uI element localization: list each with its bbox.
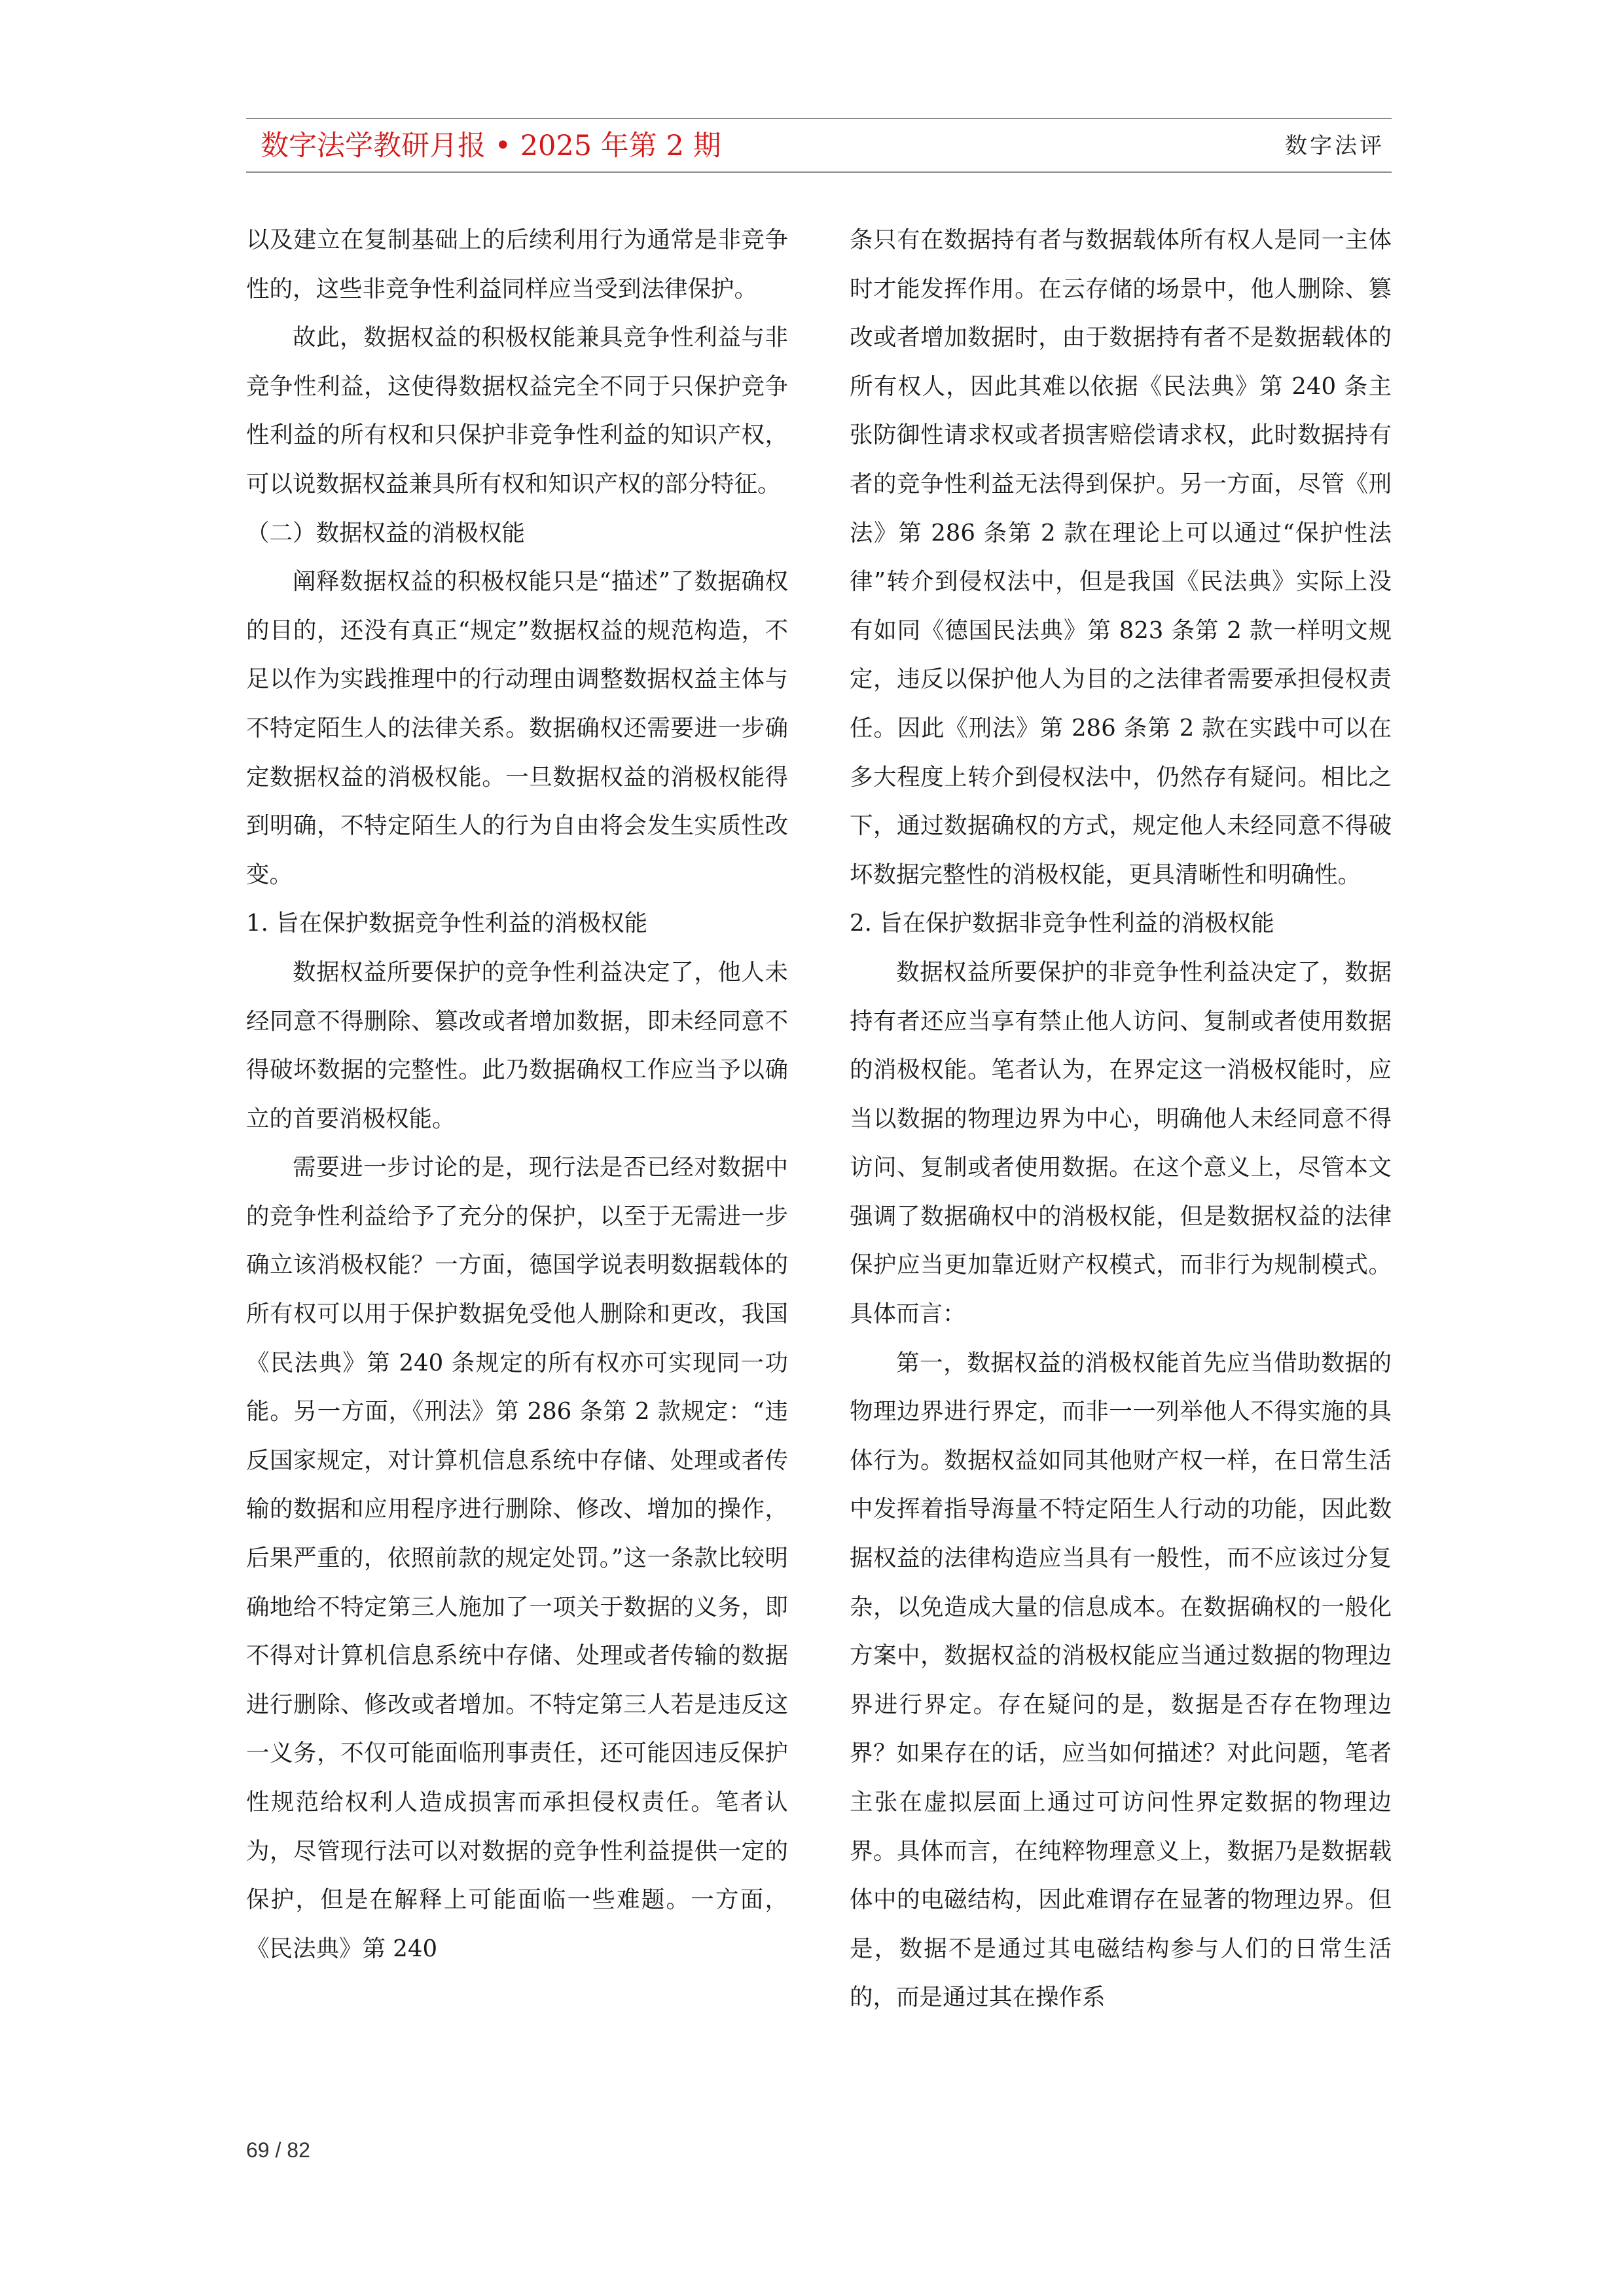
journal-title: 数字法学教研月报 • 2025 年第 2 期 bbox=[261, 130, 721, 162]
paragraph: 第一，数据权益的消极权能首先应当借助数据的物理边界进行界定，而非一一列举他人不得实施的具体行为。数据权益如同其他财产权一样，在日常生活中发挥着指导海量不特定陌生人行动的功能，因此数据权益的法律构造应当具有一般性，而不应该过分复杂，以免造成大量的信息成本。在数据确权的一般化方案中，数据权益的消极权能应当通过数据的物理边界进行界定。存在疑问的是，数据是否存在物理边界？如果存在的话，应当如何描述？对此问题，笔者主张在虚拟层面上通过可访问性界定数据的物理边界。具体而言，在纯粹物理意义上，数据乃是数据载体中的电磁结构，因此难谓存在显著的物理边界。但是，数据不是通过其电磁结构参与人们的日常生活的，而是通过其在操作系 bbox=[850, 1349, 1392, 2011]
section-heading: （二）数据权益的消极权能 bbox=[246, 519, 526, 547]
subsection-heading: 1. 旨在保护数据竞争性利益的消极权能 bbox=[246, 910, 648, 937]
page-number: 69 / 82 bbox=[246, 2138, 310, 2162]
right-column bbox=[850, 216, 1392, 2022]
subsection-heading: 2. 旨在保护数据非竞争性利益的消极权能 bbox=[850, 910, 1274, 937]
paragraph: 阐释数据权益的积极权能只是“描述”了数据确权的目的，还没有真正“规定”数据权益的规范构造，不足以作为实践推理中的行动理由调整数据权益主体与不特定陌生人的法律关系。数据确权还需要进一步确定数据权益的消极权能。一旦数据权益的消极权能得到明确，不特定陌生人的行为自由将会发生实质性改变。 bbox=[246, 568, 788, 888]
paragraph: 需要进一步讨论的是，现行法是否已经对数据中的竞争性利益给予了充分的保护，以至于无需进一步确立该消极权能？一方面，德国学说表明数据载体的所有权可以用于保护数据免受他人删除和更改，我国《民法典》第 240 条规定的所有权亦可实现同一功能。另一方面，《刑法》第 286 条第 2 款规定：“违反国家规定，对计算机信息系统中存储、处理或者传输的数据和应用程序进行删除、修改、增加的操作，后果严重的，依照前款的规定处罚。”这一条款比较明确地给不特定第三人施加了一项关于数据的义务，即不得对计算机信息系统中存储、处理或者传输的数据进行删除、修改或者增加。不特定第三人若是违反这一义务，不仅可能面临刑事责任，还可能因违反保护性规范给权利人造成损害而承担侵权责任。笔者认为，尽管现行法可以对数据的竞争性利益提供一定的保护，但是在解释上可能面临一些难题。一方面，《民法典》第 240 bbox=[246, 1154, 788, 1962]
section-label: 数字法评 bbox=[1285, 133, 1384, 159]
header-bottom-rule bbox=[246, 171, 1392, 173]
paragraph: 数据权益所要保护的非竞争性利益决定了，数据持有者还应当享有禁止他人访问、复制或者使用数据的消极权能。笔者认为，在界定这一消极权能时，应当以数据的物理边界为中心，明确他人未经同意不得访问、复制或者使用数据。在这个意义上，尽管本文强调了数据确权中的消极权能，但是数据权益的法律保护应当更加靠近财产权模式，而非行为规制模式。具体而言： bbox=[850, 958, 1392, 1328]
paragraph: 数据权益所要保护的竞争性利益决定了，他人未经同意不得删除、篡改或者增加数据，即未经同意不得破坏数据的完整性。此乃数据确权工作应当予以确立的首要消极权能。 bbox=[246, 958, 788, 1132]
paragraph: 以及建立在复制基础上的后续利用行为通常是非竞争性的，这些非竞争性利益同样应当受到法律保护。 bbox=[246, 226, 788, 302]
paragraph: 条只有在数据持有者与数据载体所有权人是同一主体时才能发挥作用。在云存储的场景中，他人删除、篡改或者增加数据时，由于数据持有者不是数据载体的所有权人，因此其难以依据《民法典》第 240 条主张防御性请求权或者损害赔偿请求权，此时数据持有者的竞争性利益无法得到保护。另一方面，尽管《刑法》第 286 条第 2 款在理论上可以通过“保护性法律”转介到侵权法中，但是我国《民法典》实际上没有如同《德国民法典》第 823 条第 2 款一样明文规定，违反以保护他人为目的之法律者需要承担侵权责任。因此《刑法》第 286 条第 2 款在实践中可以在多大程度上转介到侵权法中，仍然存有疑问。相比之下，通过数据确权的方式，规定他人未经同意不得破坏数据完整性的消极权能，更具清晰性和明确性。 bbox=[850, 226, 1392, 888]
left-column bbox=[246, 216, 788, 1973]
header-top-rule bbox=[246, 118, 1392, 119]
paragraph: 故此，数据权益的积极权能兼具竞争性利益与非竞争性利益，这使得数据权益完全不同于只保护竞争性利益的所有权和只保护非竞争性利益的知识产权，可以说数据权益兼具所有权和知识产权的部分特征。 bbox=[246, 324, 788, 497]
